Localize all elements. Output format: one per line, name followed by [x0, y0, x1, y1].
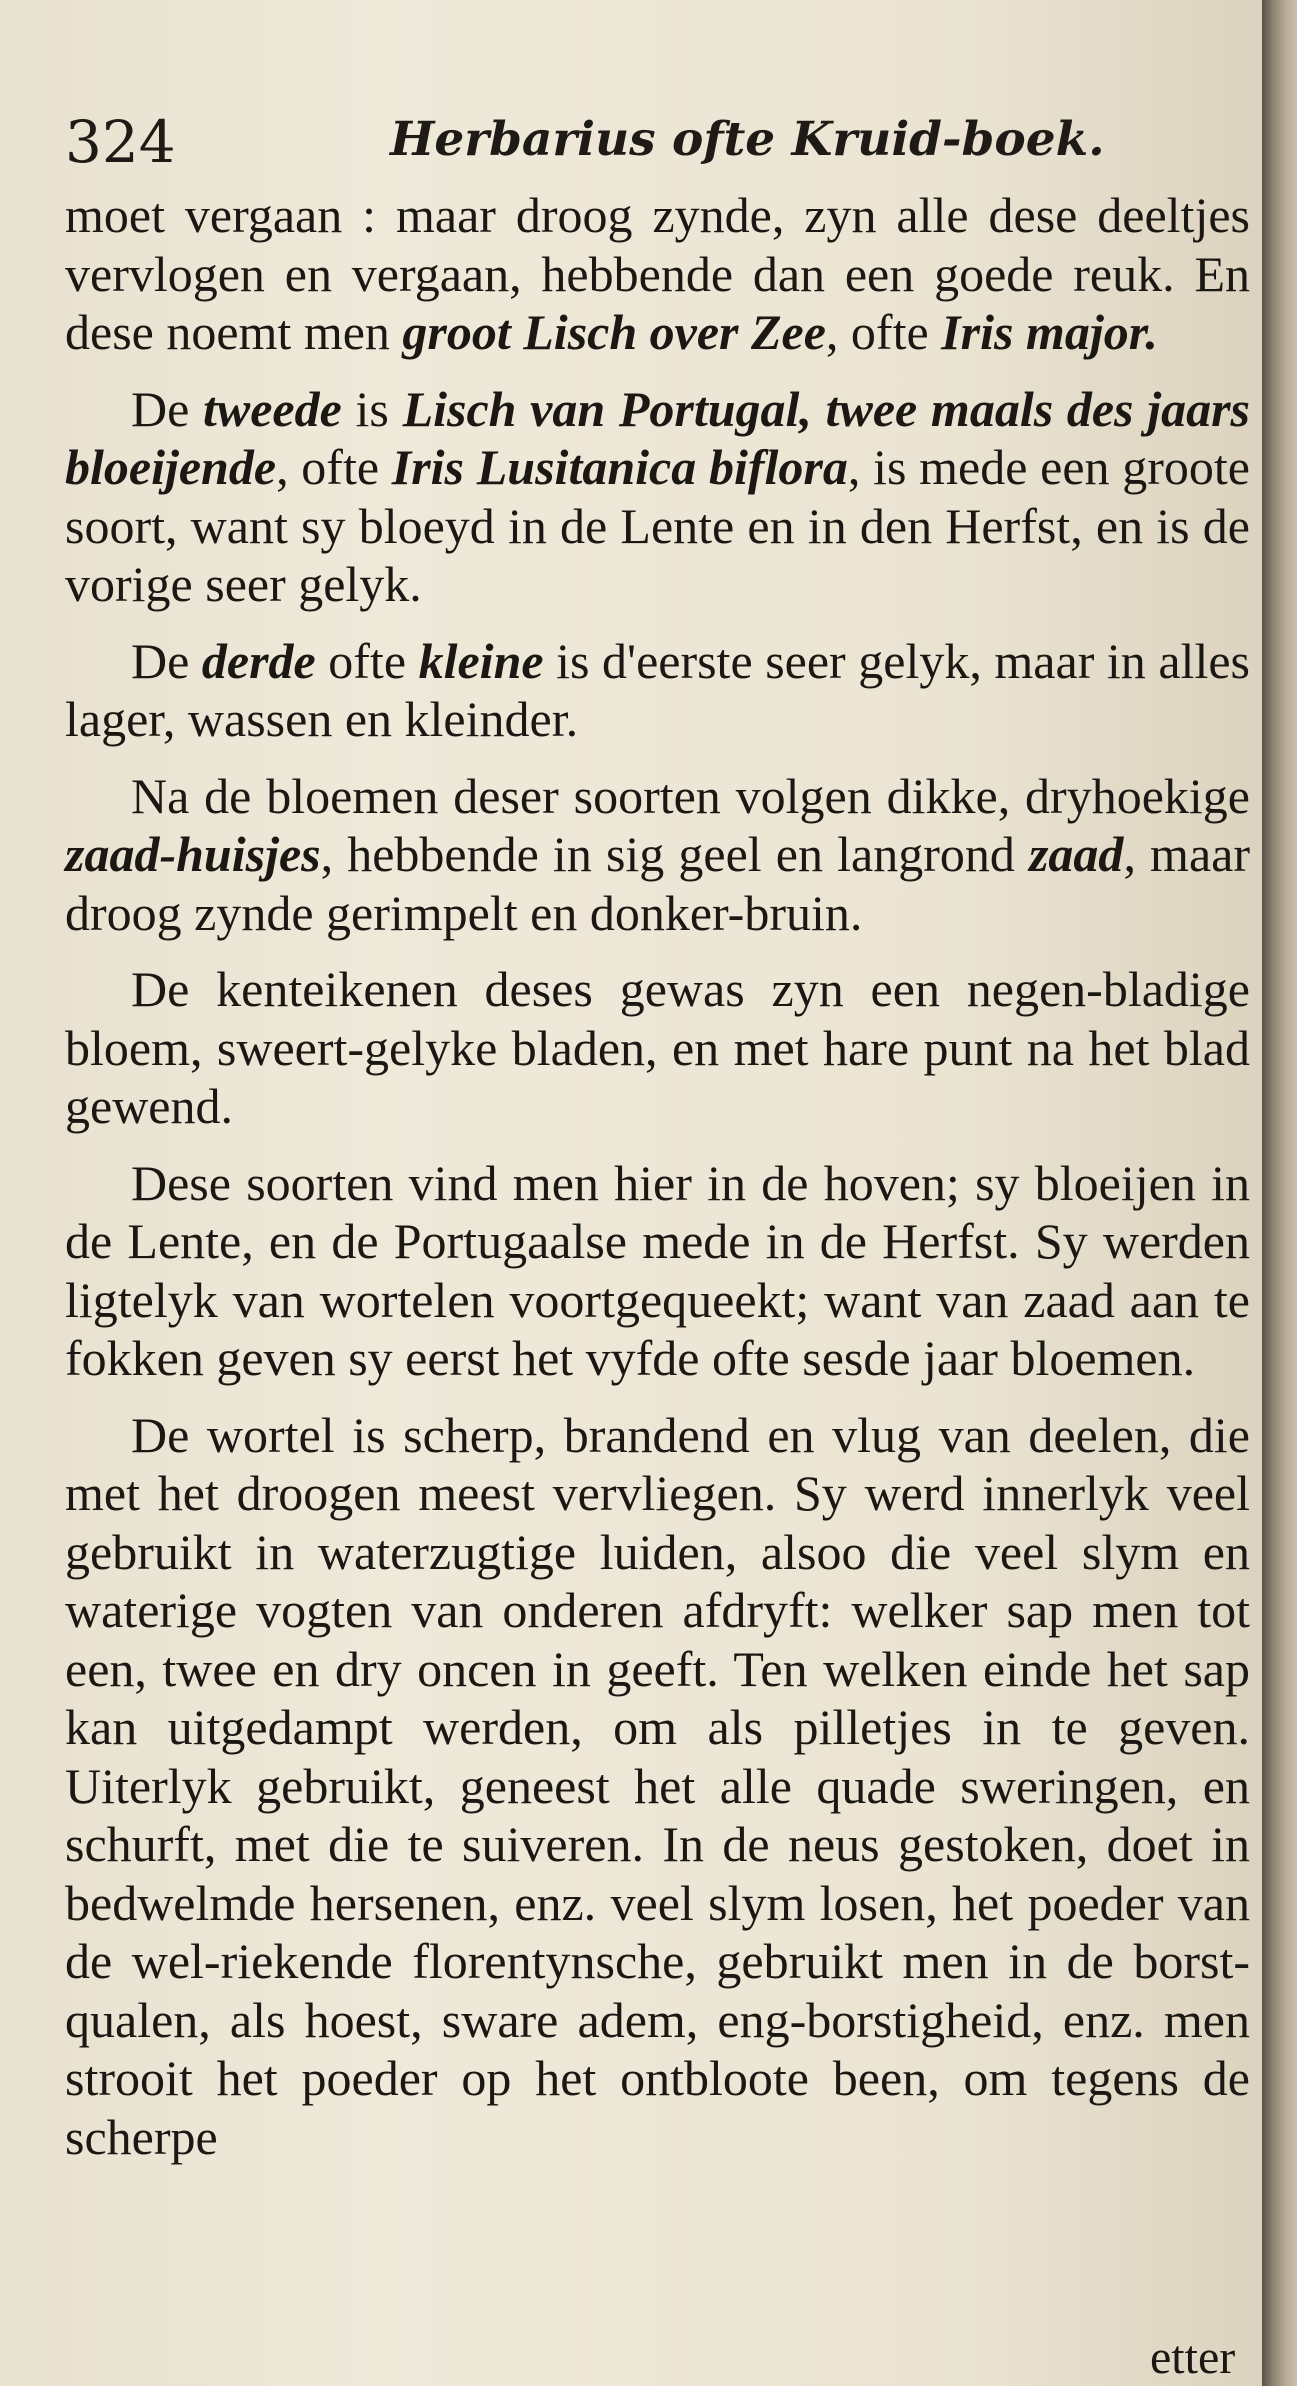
page-edge [1262, 0, 1297, 2386]
text-run: De [131, 632, 202, 689]
paragraph [65, 1406, 1250, 2167]
page-number: 324 [65, 108, 176, 176]
text-run: , ofte [276, 439, 392, 495]
paragraph [65, 380, 1250, 614]
paragraph [65, 1154, 1250, 1388]
text-run: De kenteikenen deses gewas zyn een negen-bladige bloem, sweert-gelyke bladen, en met hare punt na het blad gewend. [65, 961, 1250, 1134]
text-run: , maar droog zynde gerimpelt en donker-bruin. [65, 826, 1250, 941]
paragraph [65, 767, 1250, 943]
italic-run: kleine [418, 632, 544, 689]
text-run: De [131, 380, 203, 437]
text-run: , is mede een groote soort, want sy bloeyd in de Lente en in den Herfst, en is de vorige seer gelyk. [65, 439, 1250, 612]
italic-run: zaad-huisjes [65, 826, 321, 882]
text-run: ofte [315, 632, 419, 689]
text-run: , hebbende in sig geel en langrond [320, 826, 1029, 882]
catchword: etter [1150, 2331, 1236, 2384]
paragraph [65, 632, 1250, 749]
italic-run: Iris Lusitanica biflora [391, 439, 848, 495]
italic-run: zaad [1028, 826, 1124, 882]
running-title: Herbarius ofte Kruid-boek. [390, 112, 1105, 167]
paragraph [65, 186, 1250, 362]
italic-run: tweede [203, 380, 342, 437]
text-run: is d'eerste seer gelyk, maar in alles lager, wassen en kleinder. [65, 632, 1250, 747]
text-run: , ofte [825, 304, 942, 360]
running-head [65, 108, 1245, 188]
text-run: De wortel is scherp, brandend en vlug van deelen, die met het droogen meest vervliegen. Sy werd innerlyk veel gebruikt in waterzugtige luiden, alsoo die veel slym en waterige vogten van onderen afdryft: welker sap men tot een, twee en dry oncen in geeft. Ten welken einde het sap kan uitgedampt werden, om als pilletjes in te geven. Uiterlyk gebruikt, geneest het alle quade sweringen, en schurft, met die te suiveren. In de neus gestoken, doet in bedwelmde hersenen, enz. veel slym losen, het poeder van de wel-riekende florentynsche, gebruikt men in de borst-qualen, als hoest, sware adem, eng-borstigheid, enz. men strooit het poeder op het ontbloote been, om tegens de scherpe [65, 1406, 1250, 2165]
text-run: Na de bloemen deser soorten volgen dikke, dryhoekige [131, 767, 1250, 824]
text-run: moet vergaan : maar droog zynde, zyn alle dese deeltjes vervlogen en vergaan, hebbende dan een goede reuk. En dese noemt men [65, 187, 1250, 360]
paragraph [65, 960, 1250, 1136]
italic-run: Lisch van Portugal, twee maals des jaars bloeijende [65, 380, 1250, 495]
text-run: is [341, 380, 403, 437]
text-run: Dese soorten vind men hier in de hoven; sy bloeijen in de Lente, en de Portugaalse mede in de Herfst. Sy werden ligtelyk van wortelen voortgequeekt; want van zaad aan te fokken geven sy eerst het vyfde ofte sesde jaar bloemen. [65, 1154, 1250, 1386]
italic-run: derde [201, 632, 316, 689]
italic-run: Iris major. [941, 304, 1158, 360]
italic-run: groot Lisch over Zee [402, 304, 826, 360]
body-text [65, 186, 1250, 2184]
